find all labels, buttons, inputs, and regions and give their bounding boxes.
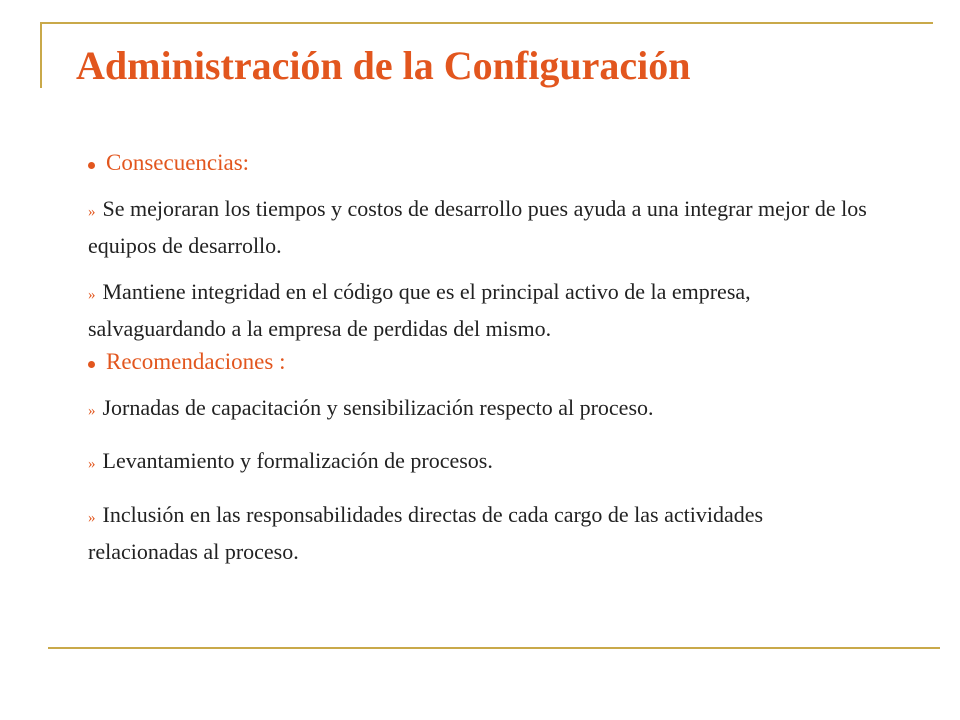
chevron-bullet-icon: »: [88, 510, 96, 526]
chevron-bullet-icon: »: [88, 287, 96, 303]
chevron-bullet-icon: »: [88, 204, 96, 220]
sub-bullet-text: Mantiene integridad en el código que es el principal activo de la empresa, salvaguardando a la empresa de perdidas del mismo.: [88, 279, 751, 341]
sub-bullet-item: [88, 192, 878, 262]
section-heading-label: Recomendaciones :: [106, 349, 286, 374]
sub-bullet-text: Inclusión en las responsabilidades directas de cada cargo de las actividades relacionadas al proceso.: [88, 502, 764, 564]
sub-bullet-item: [88, 275, 878, 345]
sub-bullet-item: [88, 498, 878, 568]
slide-body: [88, 146, 878, 568]
section-heading-recomendaciones: [88, 345, 878, 379]
round-bullet-icon: [88, 162, 95, 169]
sub-bullet-text: Se mejoraran los tiempos y costos de desarrollo pues ayuda a una integrar mejor de los equipos de desarrollo.: [88, 196, 867, 258]
sub-bullet-item: [88, 444, 878, 481]
sub-bullet-item: [88, 391, 878, 428]
section-heading-label: Consecuencias:: [106, 150, 250, 175]
left-divider: [40, 22, 42, 88]
chevron-bullet-icon: »: [88, 403, 96, 419]
bottom-divider: [48, 647, 940, 649]
sub-bullet-text: Levantamiento y formalización de procesos.: [102, 448, 493, 473]
chevron-bullet-icon: »: [88, 456, 96, 472]
sub-bullet-text: Jornadas de capacitación y sensibilización respecto al proceso.: [102, 395, 654, 420]
slide-title: Administración de la Configuración: [76, 43, 691, 88]
top-divider: [40, 22, 933, 24]
section-heading-consecuencias: [88, 146, 878, 180]
round-bullet-icon: [88, 361, 95, 368]
